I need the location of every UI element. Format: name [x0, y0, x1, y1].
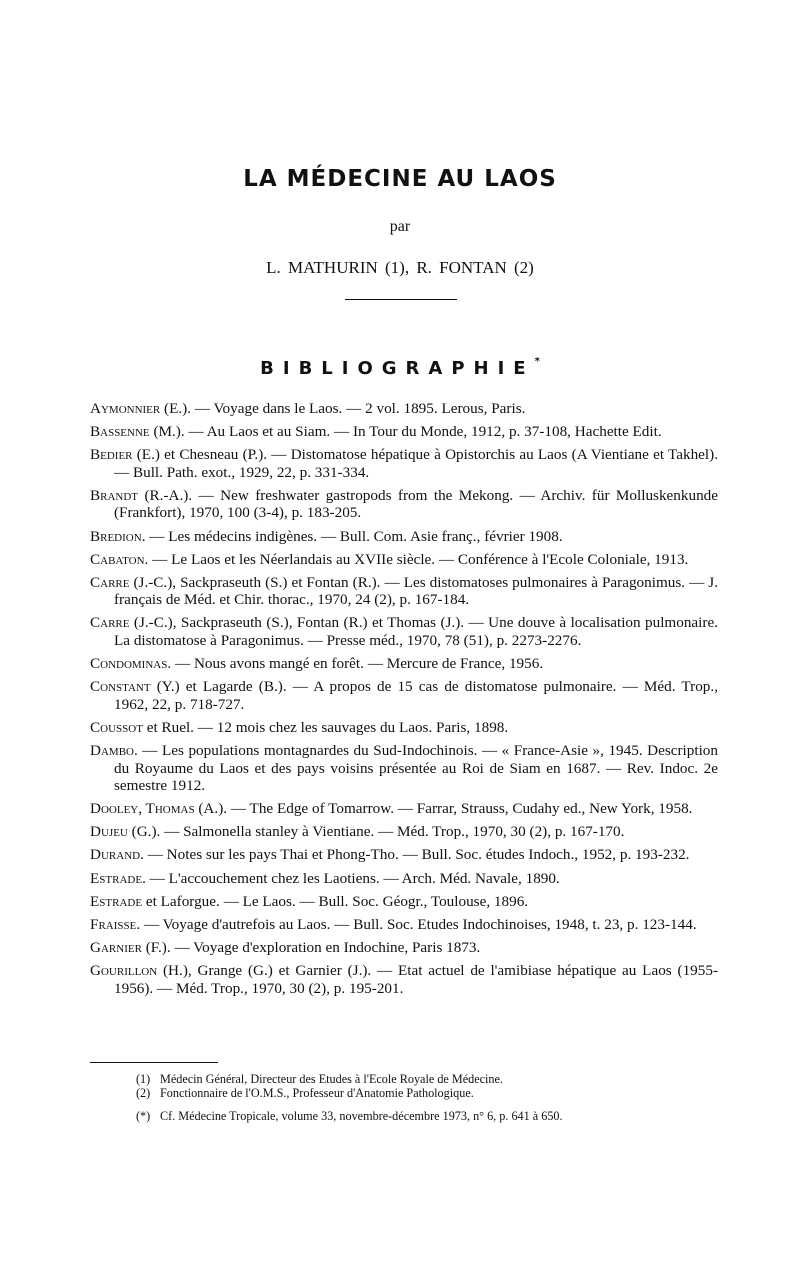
bib-author: Bedier	[90, 446, 133, 464]
bib-reference: (J.-C.), Sackpraseuth (S.), Fontan (R.) et Thomas (J.). — Une douve à localisation pulmonaire. La distomatose à Paragonimus. — Presse méd., 1970, 78 (51), p. 2273-2276.	[114, 614, 718, 650]
bib-entry	[90, 446, 718, 481]
bib-author: Dujeu	[90, 823, 128, 841]
bib-author: Cabaton	[90, 550, 145, 568]
bib-author: Estrade	[90, 892, 143, 910]
bib-reference: (F.). — Voyage d'exploration en Indochine, Paris 1873.	[141, 938, 481, 956]
bib-entry	[90, 870, 718, 888]
section-heading-mark: *	[534, 356, 540, 367]
footnote-text: Médecin Général, Directeur des Etudes à l'Ecole Royale de Médecine.	[160, 1072, 503, 1086]
bib-reference: . — Les médecins indigènes. — Bull. Com. Asie franç., février 1908.	[141, 527, 563, 545]
bib-reference: et Laforgue. — Le Laos. — Bull. Soc. Géogr., Toulouse, 1896.	[142, 892, 529, 910]
bib-entry	[90, 719, 718, 737]
section-heading-label: BIBLIOGRAPHIE	[260, 358, 535, 379]
bib-author: Dambo	[90, 742, 134, 759]
footnote	[136, 1072, 736, 1086]
bib-author: Estrade	[90, 869, 143, 887]
bib-reference: (H.), Grange (G.) et Garnier (J.). — Etat actuel de l'amibiase hépatique au Laos (1955-1956). — Méd. Trop., 1970, 30 (2), p. 195-201.	[114, 961, 718, 997]
bib-author: Condominas	[90, 655, 168, 673]
bib-entry	[90, 893, 718, 911]
bib-reference: (Y.) et Lagarde (B.). — A propos de 15 cas de distomatose pulmonaire. — Méd. Trop., 1962, 22, p. 718-727.	[114, 678, 718, 713]
bib-author: Gourillon	[90, 961, 158, 979]
title-divider	[345, 299, 457, 300]
bib-reference: . — Les populations montagnardes du Sud-Indochinois. — « France-Asie », 1945. Description du Royaume du Laos et des pays voisins présentée au Roi de Siam en 1687. — Rev. Indoc. 2e semestre 1912.	[114, 742, 718, 795]
bib-entry	[90, 916, 718, 934]
bib-entry	[90, 400, 718, 418]
bib-entry	[90, 655, 718, 673]
bib-entry	[90, 962, 718, 997]
article-title: LA MÉDECINE AU LAOS	[243, 166, 557, 192]
bib-author: Brandt	[90, 486, 139, 504]
footnote-number: (*)	[136, 1109, 151, 1123]
bib-entry	[90, 423, 718, 441]
bib-entry	[90, 678, 718, 713]
bib-reference: . — Nous avons mangé en forêt. — Mercure de France, 1956.	[167, 655, 544, 673]
bib-entry	[90, 939, 718, 957]
bib-reference: (A.). — The Edge of Tomarrow. — Farrar, Strauss, Cudahy ed., New York, 1958.	[194, 800, 693, 818]
bib-entry	[90, 574, 718, 609]
bib-author: Carre	[90, 614, 130, 632]
footnotes	[136, 1072, 736, 1123]
bib-author: Aymonnier	[90, 400, 161, 417]
bib-entry	[90, 487, 718, 522]
bib-author: Garnier	[90, 938, 142, 956]
bib-reference: . — L'accouchement chez les Laotiens. — Arch. Méd. Navale, 1890.	[142, 869, 560, 887]
bib-author: Dooley, Thomas	[90, 800, 195, 818]
bib-reference: (E.) et Chesneau (P.). — Distomatose hépatique à Opistorchis au Laos (A Vientiane et Takhel). — Bull. Path. exot., 1929, 22, p. 331-334.	[114, 446, 718, 481]
bib-entry	[90, 551, 718, 569]
footnote-divider	[90, 1062, 218, 1063]
bib-reference: (J.-C.), Sackpraseuth (S.) et Fontan (R.). — Les distomatoses pulmonaires à Paragonimus. — J. français de Méd. et Chir. thorac., 1970, 24 (2), p. 167-184.	[114, 573, 718, 609]
bib-author: Carre	[90, 573, 130, 591]
footnote-text: Fonctionnaire de l'O.M.S., Professeur d'Anatomie Pathologique.	[160, 1086, 474, 1100]
bib-reference: et Ruel. — 12 mois chez les sauvages du Laos. Paris, 1898.	[142, 718, 509, 736]
bib-reference: (G.). — Salmonella stanley à Vientiane. — Méd. Trop., 1970, 30 (2), p. 167-170.	[127, 823, 625, 841]
bib-author: Coussot	[90, 718, 143, 736]
bib-reference: . — Notes sur les pays Thai et Phong-Tho. — Bull. Soc. études Indoch., 1952, p. 193-232.	[140, 846, 690, 864]
bib-author: Bassenne	[90, 423, 150, 441]
bib-reference: (M.). — Au Laos et au Siam. — In Tour du Monde, 1912, p. 37-108, Hachette Edit.	[149, 423, 662, 441]
footnote	[136, 1109, 736, 1123]
byline-par: par	[389, 218, 411, 235]
bib-reference: . — Voyage d'autrefois au Laos. — Bull. Soc. Etudes Indochinoises, 1948, t. 23, p. 123-144.	[136, 915, 697, 933]
section-heading	[0, 358, 800, 379]
bib-author: Fraisse	[90, 915, 137, 933]
footnote-text: Cf. Médecine Tropicale, volume 33, novembre-décembre 1973, n° 6, p. 641 à 650.	[160, 1109, 563, 1123]
bib-entry	[90, 823, 718, 841]
bib-author: Bredion	[90, 527, 142, 545]
footnote	[136, 1086, 736, 1100]
bib-entry	[90, 742, 718, 795]
bib-entry	[90, 528, 718, 546]
bib-author: Durand	[90, 846, 141, 864]
bib-author: Constant	[90, 678, 151, 696]
bib-reference: . — Le Laos et les Néerlandais au XVIIe siècle. — Conférence à l'Ecole Coloniale, 1913.	[144, 550, 689, 568]
bib-reference: (R.-A.). — New freshwater gastropods from the Mekong. — Archiv. für Molluskenkunde (Frankfort), 1970, 100 (3-4), p. 183-205.	[114, 486, 718, 522]
bib-reference: (E.). — Voyage dans le Laos. — 2 vol. 1895. Lerous, Paris.	[160, 400, 526, 417]
authors-line: L. MATHURIN (1), R. FONTAN (2)	[266, 258, 534, 277]
bibliography-list	[90, 400, 718, 1003]
bib-entry	[90, 800, 718, 818]
footnote-number: (2)	[136, 1086, 151, 1100]
footnote-number: (1)	[136, 1072, 151, 1086]
bib-entry	[90, 846, 718, 864]
bib-entry	[90, 614, 718, 649]
